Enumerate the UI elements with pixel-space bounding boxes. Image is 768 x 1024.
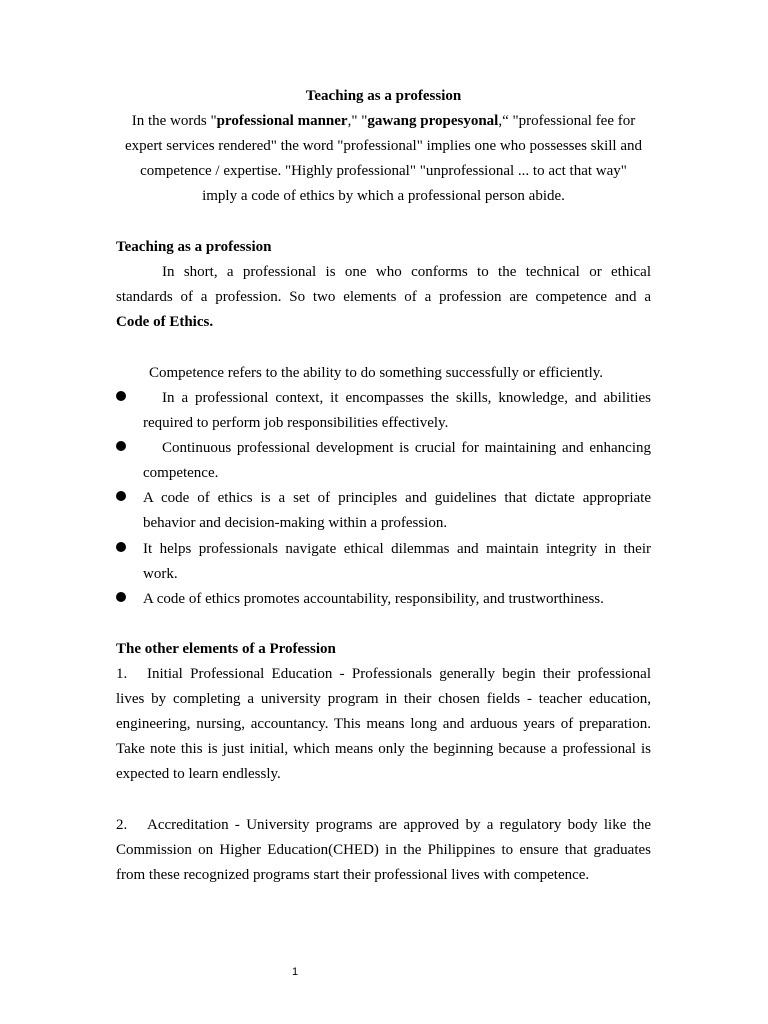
item-1-line-3: engineering, nursing, accountancy. This means long and arduous years of preparation. <box>116 716 651 732</box>
section1-para-line-3: Code of Ethics. <box>116 314 214 330</box>
bullet-2-line-2: competence. <box>143 465 219 481</box>
page-number: 1 <box>291 966 299 978</box>
item-1-number: 1. <box>116 666 128 682</box>
item-2-line-3: from these recognized programs start their professional lives with competence. <box>116 867 590 883</box>
bullet-5-line-1: A code of ethics promotes accountability, responsibility, and trustworthiness. <box>143 591 604 607</box>
bullet-4-line-1: It helps professionals navigate ethical dilemmas and maintain integrity in their <box>143 541 651 557</box>
item-1-line-1: Initial Professional Education - Professionals generally begin their professional <box>147 666 651 682</box>
intro-line-1-start: In the words " <box>131 113 217 129</box>
bullet-3-line-2: behavior and decision-making within a profession. <box>143 515 448 531</box>
section-heading-teaching: Teaching as a profession <box>116 239 272 255</box>
item-2-line-1: Accreditation - University programs are approved by a regulatory body like the <box>147 817 651 833</box>
item-2-line-2: Commission on Higher Education(CHED) in the Philippines to ensure that graduates <box>116 842 651 858</box>
competence-intro: Competence refers to the ability to do something successfully or efficiently. <box>149 365 604 381</box>
intro-line-1-mid: ," " <box>347 113 368 129</box>
item-1-line-2: lives by completing a university program in their chosen fields - teacher education, <box>116 691 651 707</box>
bullet-icon <box>116 391 126 401</box>
document-title: Teaching as a profession <box>305 88 462 104</box>
item-1-line-4: Take note this is just initial, which means only the beginning because a professional is <box>116 741 651 757</box>
bullet-3-line-1: A code of ethics is a set of principles and guidelines that dictate appropriate <box>143 490 651 506</box>
intro-line-1-end: ,“ "professional fee for <box>498 113 636 129</box>
item-1-line-5: expected to learn endlessly. <box>116 766 281 782</box>
bullet-2-line-1: Continuous professional development is crucial for maintaining and enhancing <box>162 440 651 456</box>
bullet-icon <box>116 592 126 602</box>
intro-line-4: imply a code of ethics by which a professional person abide. <box>202 188 565 204</box>
section1-para-line-2: standards of a profession. So two elements of a profession are competence and a <box>116 289 651 305</box>
intro-bold-gawang-propesyonal: gawang propesyonal <box>367 113 499 129</box>
item-2-number: 2. <box>116 817 128 833</box>
section-heading-other-elements: The other elements of a Profession <box>116 641 336 657</box>
intro-line-2: expert services rendered" the word "professional" implies one who possesses skill and <box>125 138 642 154</box>
section1-para-line-1: In short, a professional is one who conforms to the technical or ethical <box>162 264 651 280</box>
bullet-icon <box>116 491 126 501</box>
bullet-icon <box>116 542 126 552</box>
bullet-icon <box>116 441 126 451</box>
intro-bold-professional-manner: professional manner <box>216 113 348 129</box>
bullet-1-line-1: In a professional context, it encompasses the skills, knowledge, and abilities <box>162 390 651 406</box>
intro-line-1 <box>116 109 651 134</box>
bullet-1-line-2: required to perform job responsibilities effectively. <box>143 415 449 431</box>
bullet-4-line-2: work. <box>143 566 178 582</box>
intro-line-3: competence / expertise. "Highly professional" "unprofessional ... to act that way" <box>140 163 627 179</box>
